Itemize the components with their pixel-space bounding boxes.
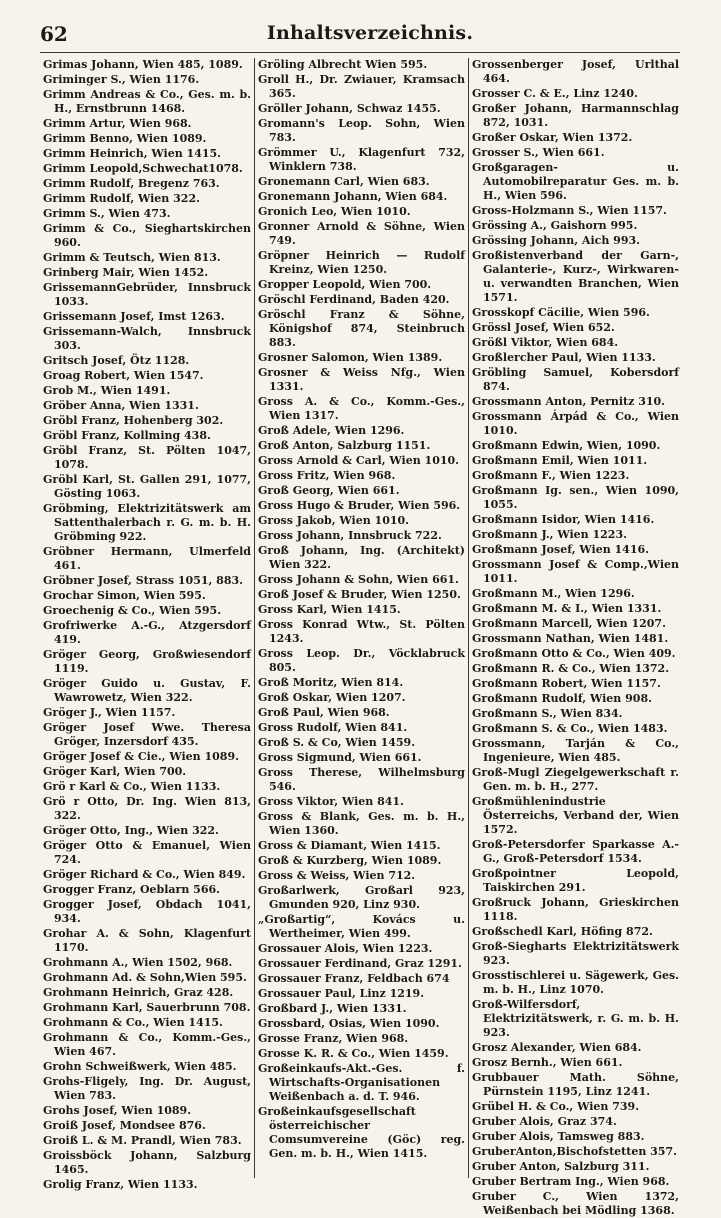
index-entry: Gröbling Samuel, Kobersdorf 874. <box>472 366 679 393</box>
index-entry: Gröschl Ferdinand, Baden 420. <box>258 293 450 306</box>
index-entry: Gronemann Carl, Wien 683. <box>258 175 430 188</box>
index-entry: Groechenig & Co., Wien 595. <box>43 604 222 617</box>
index-entry: Groß & Kurzberg, Wien 1089. <box>258 854 442 867</box>
index-entry: Grossauer Paul, Linz 1219. <box>258 987 425 1000</box>
index-entry: Großmann Otto & Co., Wien 409. <box>472 647 676 660</box>
index-entry: Grimm Benno, Wien 1089. <box>43 132 207 145</box>
index-entry: Grossenberger Josef, Urlthal 464. <box>472 58 679 85</box>
index-entry: GrissemannGebrüder, Innsbruck 1033. <box>43 281 251 308</box>
index-entry: Grössing Johann, Aich 993. <box>472 234 640 247</box>
index-entry: Großlercher Paul, Wien 1133. <box>472 351 656 364</box>
index-columns <box>40 58 682 1217</box>
index-entry: Großeinkaufs-Akt.-Ges. f. Wirtschafts-Organisationen Weißenbach a. d. T. 946. <box>258 1062 465 1103</box>
index-entry: Grossmann Árpád & Co., Wien 1010. <box>472 410 679 437</box>
index-entry: Grimm S., Wien 473. <box>43 207 171 220</box>
index-entry: Großer Oskar, Wien 1372. <box>472 131 633 144</box>
page-header <box>40 18 700 48</box>
index-entry: Großer Johann, Harmannschlag 872, 1031. <box>472 102 679 129</box>
index-entry: Großmann R. & Co., Wien 1372. <box>472 662 670 675</box>
index-entry: Gröbming, Elektrizitätswerk am Sattenthalerbach r. G. m. b. H. Gröbming 922. <box>43 502 251 543</box>
index-entry: Groß Johann, Ing. (Architekt) Wien 322. <box>258 544 465 571</box>
index-entry: Grübel H. & Co., Wien 739. <box>472 1100 640 1113</box>
index-entry: Groß Josef & Bruder, Wien 1250. <box>258 588 461 601</box>
index-entry: Gruber C., Wien 1372, Weißenbach bei Mödling 1368. <box>472 1190 679 1217</box>
index-entry: Gröbner Josef, Strass 1051, 883. <box>43 574 243 587</box>
index-entry: Grosner Salomon, Wien 1389. <box>258 351 443 364</box>
index-entry: Großmann Rudolf, Wien 908. <box>472 692 652 705</box>
index-entry: Grubbauer Math. Söhne, Pürnstein 1195, Linz 1241. <box>472 1071 679 1098</box>
index-entry: Gross & Diamant, Wien 1415. <box>258 839 441 852</box>
index-entry: Großmann Ig. sen., Wien 1090, 1055. <box>472 484 679 511</box>
index-entry: Grohn Schweißwerk, Wien 485. <box>43 1060 237 1073</box>
index-entry: Großmann Emil, Wien 1011. <box>472 454 648 467</box>
index-entry: Grohmann Ad. & Sohn,Wien 595. <box>43 971 247 984</box>
index-entry: Gronner Arnold & Söhne, Wien 749. <box>258 220 465 247</box>
index-entry: Grossmann, Tarján & Co., Ingenieure, Wien 485. <box>472 737 679 764</box>
index-entry: Großarlwerk, Großarl 923, Gmunden 920, Linz 930. <box>258 884 465 911</box>
index-entry: Gross Johann, Innsbruck 722. <box>258 529 442 542</box>
index-entry: Grossauer Alois, Wien 1223. <box>258 942 433 955</box>
page-number: 62 <box>40 22 68 46</box>
index-entry: Großmann S., Wien 834. <box>472 707 623 720</box>
index-entry: Grochar Simon, Wien 595. <box>43 589 206 602</box>
index-entry: Gruber Anton, Salzburg 311. <box>472 1160 650 1173</box>
index-entry: Gröling Albrecht Wien 595. <box>258 58 428 71</box>
index-entry: Gross Johann & Sohn, Wien 661. <box>258 573 459 586</box>
index-entry: Großmann Josef, Wien 1416. <box>472 543 649 556</box>
index-entry: Grossbard, Osias, Wien 1090. <box>258 1017 440 1030</box>
index-entry: Grimm Heinrich, Wien 1415. <box>43 147 221 160</box>
index-entry: Gross & Weiss, Wien 712. <box>258 869 416 882</box>
index-entry: Grossauer Ferdinand, Graz 1291. <box>258 957 462 970</box>
index-entry: Gross Leop. Dr., Vöcklabruck 805. <box>258 647 465 674</box>
index-entry: Gross Arnold & Carl, Wien 1010. <box>258 454 459 467</box>
index-entry: Gross Rudolf, Wien 841. <box>258 721 408 734</box>
index-entry: Grossauer Franz, Feldbach 674 <box>258 972 450 985</box>
index-entry: Grossmann Josef & Comp.,Wien 1011. <box>472 558 679 585</box>
index-entry: Grimm Artur, Wien 968. <box>43 117 192 130</box>
index-entry: Grohmann & Co., Komm.-Ges., Wien 467. <box>43 1031 251 1058</box>
page-title: Inhaltsverzeichnis. <box>266 22 474 44</box>
index-entry: Groß-Mugl Ziegelgewerkschaft r. Gen. m. b. H., 277. <box>472 766 679 793</box>
index-entry: Gröger Karl, Wien 700. <box>43 765 187 778</box>
index-entry: Gröger Guido u. Gustav, F. Wawrowetz, Wien 322. <box>43 677 251 704</box>
index-entry: Gromann's Leop. Sohn, Wien 783. <box>258 117 465 144</box>
index-entry: Grosz Alexander, Wien 684. <box>472 1041 642 1054</box>
index-entry: GruberAnton,Bischofstetten 357. <box>472 1145 677 1158</box>
index-entry: Großpointner Leopold, Taiskirchen 291. <box>472 867 679 894</box>
index-entry: Großschedl Karl, Höfing 872. <box>472 925 653 938</box>
index-entry: Grolig Franz, Wien 1133. <box>43 1178 198 1191</box>
index-entry: Gröger Otto, Ing., Wien 322. <box>43 824 219 837</box>
index-entry: Großmann Marcell, Wien 1207. <box>472 617 666 630</box>
index-entry: Großmann S. & Co., Wien 1483. <box>472 722 668 735</box>
index-entry: Großmann J., Wien 1223. <box>472 528 627 541</box>
index-entry: Grohs-Fligely, Ing. Dr. August, Wien 783. <box>43 1075 251 1102</box>
index-entry: Grohs Josef, Wien 1089. <box>43 1104 192 1117</box>
index-entry: Großeinkaufsgesellschaft österreichischer Comsumvereine (Göc) reg. Gen. m. b. H., Wien 1415. <box>258 1105 465 1160</box>
index-entry: Grohmann A., Wien 1502, 968. <box>43 956 233 969</box>
index-entry: Gruber Alois, Tamsweg 883. <box>472 1130 645 1143</box>
index-entry: Großmann Robert, Wien 1157. <box>472 677 661 690</box>
index-entry: Grosser S., Wien 661. <box>472 146 605 159</box>
index-entry: Gross Sigmund, Wien 661. <box>258 751 422 764</box>
index-entry: Großruck Johann, Grieskirchen 1118. <box>472 896 679 923</box>
index-column-3 <box>468 58 682 1217</box>
index-entry: Gross Jakob, Wien 1010. <box>258 514 409 527</box>
index-entry: Großgaragen- u. Automobilreparatur Ges. m. b. H., Wien 596. <box>472 161 679 202</box>
index-entry: Grimm Rudolf, Bregenz 763. <box>43 177 220 190</box>
index-entry: Gröbl Franz, St. Pölten 1047, 1078. <box>43 444 251 471</box>
index-entry: Griminger S., Wien 1176. <box>43 73 200 86</box>
index-entry: „Großartig“, Kovács u. Wertheimer, Wien 499. <box>258 913 465 940</box>
index-entry: Groag Robert, Wien 1547. <box>43 369 204 382</box>
index-entry: Groiß Josef, Mondsee 876. <box>43 1119 206 1132</box>
index-entry: Grissemann-Walch, Innsbruck 303. <box>43 325 251 352</box>
index-entry: Gröger Richard & Co., Wien 849. <box>43 868 246 881</box>
header-rule <box>40 52 680 53</box>
index-entry: Grogger Franz, Oeblarn 566. <box>43 883 220 896</box>
index-entry: Grimm Leopold,Schwechat1078. <box>43 162 243 175</box>
index-entry: Großmann M., Wien 1296. <box>472 587 635 600</box>
index-entry: Grossmann Nathan, Wien 1481. <box>472 632 669 645</box>
index-entry: Gröger Otto & Emanuel, Wien 724. <box>43 839 251 866</box>
index-entry: Grössl Josef, Wien 652. <box>472 321 615 334</box>
index-entry: Grimm Andreas & Co., Ges. m. b. H., Ernstbrunn 1468. <box>43 88 251 115</box>
index-entry: Groissböck Johann, Salzburg 1465. <box>43 1149 251 1176</box>
index-entry: Gritsch Josef, Ötz 1128. <box>43 354 190 367</box>
index-entry: Groß-Siegharts Elektrizitätswerk 923. <box>472 940 679 967</box>
index-entry: Gröbner Hermann, Ulmerfeld 461. <box>43 545 251 572</box>
index-entry: Großistenverband der Garn-, Galanterie-, Kurz-, Wirkwaren- u. verwandten Branchen, Wien 1571. <box>472 249 679 304</box>
index-entry: Grob M., Wien 1491. <box>43 384 171 397</box>
index-entry: Großmann Isidor, Wien 1416. <box>472 513 655 526</box>
index-entry: Gröger Josef Wwe. Theresa Gröger, Inzersdorf 435. <box>43 721 251 748</box>
index-entry: Großmann M. & I., Wien 1331. <box>472 602 662 615</box>
index-entry: Gröger J., Wien 1157. <box>43 706 176 719</box>
index-entry: Gronich Leo, Wien 1010. <box>258 205 411 218</box>
index-entry: Grinberg Mair, Wien 1452. <box>43 266 209 279</box>
index-entry: Gross-Holzmann S., Wien 1157. <box>472 204 667 217</box>
index-entry: Grosner & Weiss Nfg., Wien 1331. <box>258 366 465 393</box>
index-entry: Gross & Blank, Ges. m. b. H., Wien 1360. <box>258 810 465 837</box>
index-entry: Grossmann Anton, Pernitz 310. <box>472 395 666 408</box>
index-column-1 <box>40 58 254 1191</box>
index-entry: Groß Georg, Wien 661. <box>258 484 400 497</box>
index-entry: Gröbl Franz, Hohenberg 302. <box>43 414 224 427</box>
index-entry: Gross Viktor, Wien 841. <box>258 795 404 808</box>
index-entry: Gröger Josef & Cie., Wien 1089. <box>43 750 239 763</box>
index-entry: Grimm & Co., Sieghartskirchen 960. <box>43 222 251 249</box>
index-entry: Grissemann Josef, Imst 1263. <box>43 310 225 323</box>
index-entry: Groß Anton, Salzburg 1151. <box>258 439 431 452</box>
index-entry: Grimm Rudolf, Wien 322. <box>43 192 200 205</box>
index-entry: Gross Therese, Wilhelmsburg 546. <box>258 766 465 793</box>
index-entry: Grimas Johann, Wien 485, 1089. <box>43 58 243 71</box>
index-entry: Gross A. & Co., Komm.-Ges., Wien 1317. <box>258 395 465 422</box>
index-entry: Grohmann Heinrich, Graz 428. <box>43 986 234 999</box>
index-entry: Grosse K. R. & Co., Wien 1459. <box>258 1047 449 1060</box>
index-entry: Grö r Karl & Co., Wien 1133. <box>43 780 221 793</box>
index-entry: Gröber Anna, Wien 1331. <box>43 399 199 412</box>
index-entry: Gröschl Franz & Söhne, Königshof 874, Steinbruch 883. <box>258 308 465 349</box>
index-entry: Groß Moritz, Wien 814. <box>258 676 404 689</box>
index-entry: Groß Adele, Wien 1296. <box>258 424 405 437</box>
index-entry: Großmann F., Wien 1223. <box>472 469 630 482</box>
index-column-2 <box>254 58 468 1178</box>
index-entry: Gröbl Karl, St. Gallen 291, 1077, Gösting 1063. <box>43 473 251 500</box>
index-entry: Grofriwerke A.-G., Atzgersdorf 419. <box>43 619 251 646</box>
index-entry: Großmann Edwin, Wien, 1090. <box>472 439 661 452</box>
index-entry: Gronemann Johann, Wien 684. <box>258 190 448 203</box>
index-entry: Grosstischlerei u. Sägewerk, Ges. m. b. H., Linz 1070. <box>472 969 679 996</box>
index-entry: Grogger Josef, Obdach 1041, 934. <box>43 898 251 925</box>
index-entry: Groß-Wilfersdorf, Elektrizitätswerk, r. G. m. b. H. 923. <box>472 998 679 1039</box>
index-entry: Grosse Franz, Wien 968. <box>258 1032 409 1045</box>
index-entry: Groiß L. & M. Prandl, Wien 783. <box>43 1134 242 1147</box>
index-entry: Großmühlenindustrie Österreichs, Verband der, Wien 1572. <box>472 795 679 836</box>
index-entry: Grosskopf Cäcilie, Wien 596. <box>472 306 650 319</box>
index-entry: Grosz Bernh., Wien 661. <box>472 1056 623 1069</box>
index-entry: Gruber Alois, Graz 374. <box>472 1115 617 1128</box>
index-entry: Gruber Bertram Ing., Wien 968. <box>472 1175 670 1188</box>
index-entry: Gross Konrad Wtw., St. Pölten 1243. <box>258 618 465 645</box>
index-entry: Grimm & Teutsch, Wien 813. <box>43 251 221 264</box>
index-entry: Gross Hugo & Bruder, Wien 596. <box>258 499 461 512</box>
index-entry: Groß Paul, Wien 968. <box>258 706 390 719</box>
index-entry: Gröller Johann, Schwaz 1455. <box>258 102 441 115</box>
index-entry: Grössing A., Gaishorn 995. <box>472 219 638 232</box>
index-entry: Gropper Leopold, Wien 700. <box>258 278 432 291</box>
index-entry: Grömmer U., Klagenfurt 732, Winklern 738. <box>258 146 465 173</box>
index-entry: Grohmann Karl, Sauerbrunn 708. <box>43 1001 251 1014</box>
index-entry: Grö r Otto, Dr. Ing. Wien 813, 322. <box>43 795 251 822</box>
index-entry: Grosser C. & E., Linz 1240. <box>472 87 638 100</box>
index-entry: Gröpner Heinrich — Rudolf Kreinz, Wien 1250. <box>258 249 465 276</box>
index-entry: Groß-Petersdorfer Sparkasse A.-G., Groß-Petersdorf 1534. <box>472 838 679 865</box>
index-entry: Groß S. & Co, Wien 1459. <box>258 736 416 749</box>
index-entry: Gross Fritz, Wien 968. <box>258 469 396 482</box>
index-entry: Gröbl Franz, Kollming 438. <box>43 429 211 442</box>
index-entry: Groll H., Dr. Zwiauer, Kramsach 365. <box>258 73 465 100</box>
index-entry: Grohar A. & Sohn, Klagenfurt 1170. <box>43 927 251 954</box>
index-entry: Grohmann & Co., Wien 1415. <box>43 1016 223 1029</box>
index-entry: Gross Karl, Wien 1415. <box>258 603 401 616</box>
index-entry: Größl Viktor, Wien 684. <box>472 336 619 349</box>
index-entry: Groß Oskar, Wien 1207. <box>258 691 406 704</box>
index-entry: Gröger Georg, Großwiesendorf 1119. <box>43 648 251 675</box>
index-entry: Großbard J., Wien 1331. <box>258 1002 407 1015</box>
